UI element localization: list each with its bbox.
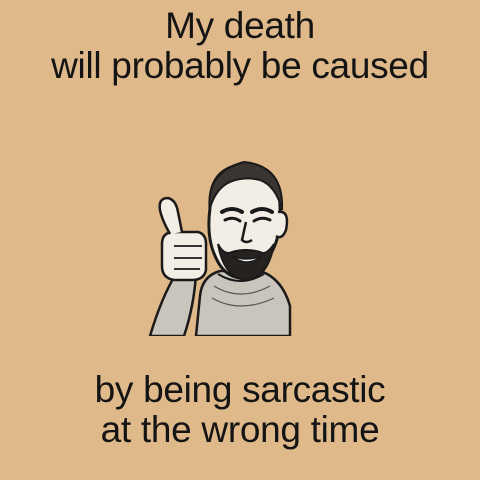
top-caption-line-1: My death	[165, 5, 315, 46]
bottom-caption-line-1: by being sarcastic	[94, 369, 386, 410]
top-caption-line-2: will probably be caused	[51, 45, 429, 86]
top-caption	[0, 6, 480, 86]
bottom-caption	[0, 370, 480, 450]
thumbs-up-man-illustration	[140, 146, 320, 336]
bottom-caption-line-2: at the wrong time	[100, 409, 380, 450]
